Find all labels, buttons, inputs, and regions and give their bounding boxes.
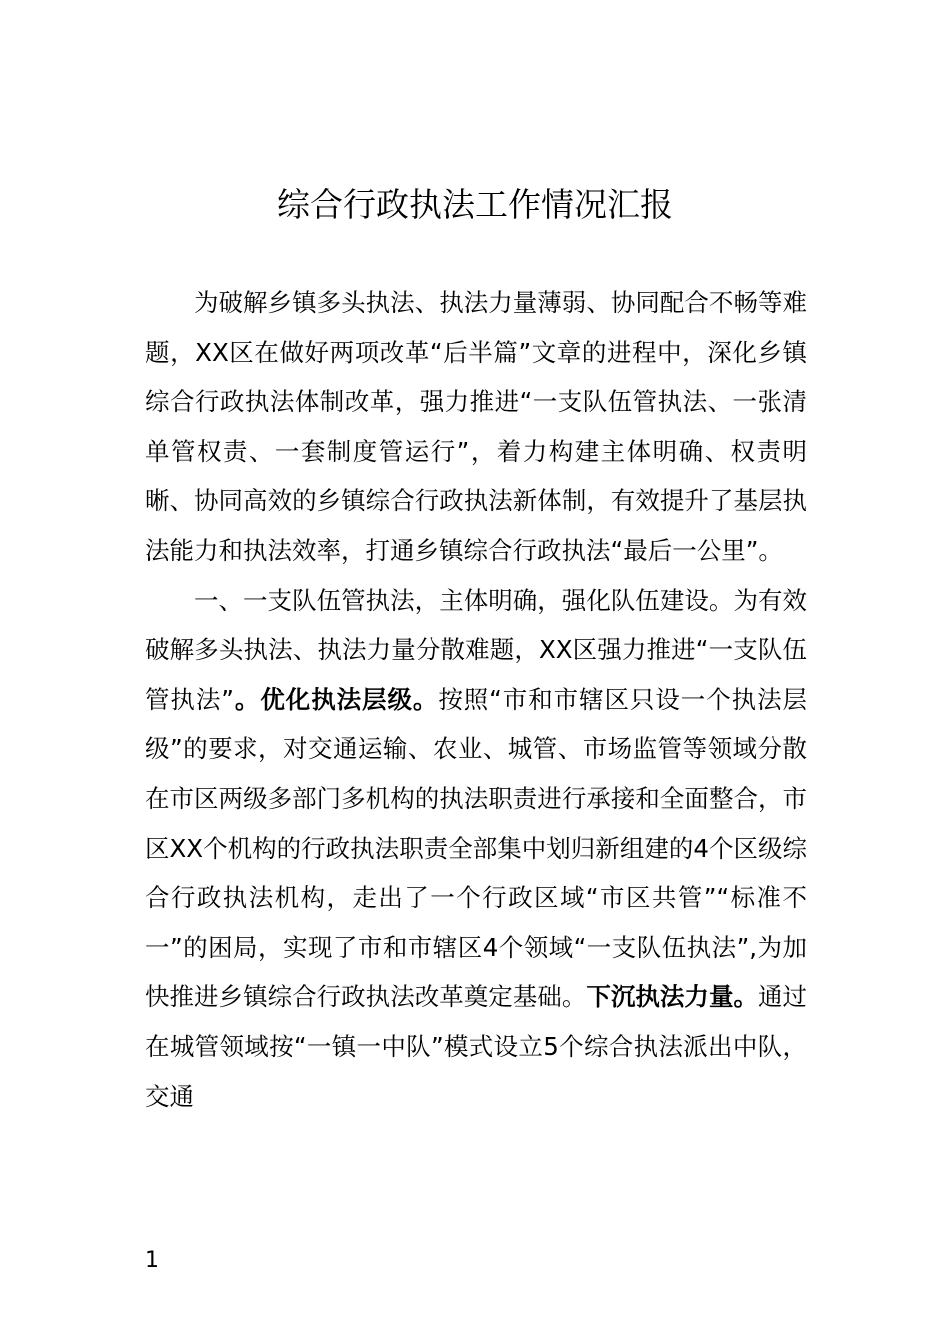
document-body [145,278,807,1121]
intro-paragraph [145,278,807,576]
optimize-level-text: 按照“市和市辖区只设一个执法层级”的要求，对交通运输、农业、城管、市场监管等领域分散在市区两级多部门多机构的执法职责进行承接和全面整合，市区XX个机构的行政执法职责全部集中划归新组建的4个区级综合行政执法机构，走出了一个行政区域“市区共管”“标准不一”的困局，实现了市和市辖区4个领域“一支队伍执法”,为加快推进乡镇综合行政执法改革奠定基础。 [145,684,807,1012]
page-number: 1 [145,1248,159,1273]
bold-heading-sink-force: 下沉执法力量。 [586,982,758,1012]
document-title: 综合行政执法工作情况汇报 [277,185,673,224]
sink-force-text: 通过在城管领域按“一镇一中队”模式设立5个综合执法派出中队，交通 [145,982,808,1111]
intro-text: 为破解乡镇多头执法、执法力量薄弱、协同配合不畅等难题，XX区在做好两项改革“后半篇”文章的进程中，深化乡镇综合行政执法体制改革，强力推进“一支队伍管执法、一张清单管权责、一套制度管运行”，着力构建主体明确、权责明晰、协同高效的乡镇综合行政执法新体制，有效提升了基层执法能力和执法效率，打通乡镇综合行政执法“最后一公里”。 [145,288,807,565]
section-one-paragraph [145,576,807,1122]
bold-heading-optimize-level: 。优化执法层级。 [233,684,439,714]
section-one-text: 一、一支队伍管执法，主体明确，强化队伍建设。为有效破解多头执法、执法力量分散难题，XX区强力推进“一支队伍管执法” [145,585,807,714]
